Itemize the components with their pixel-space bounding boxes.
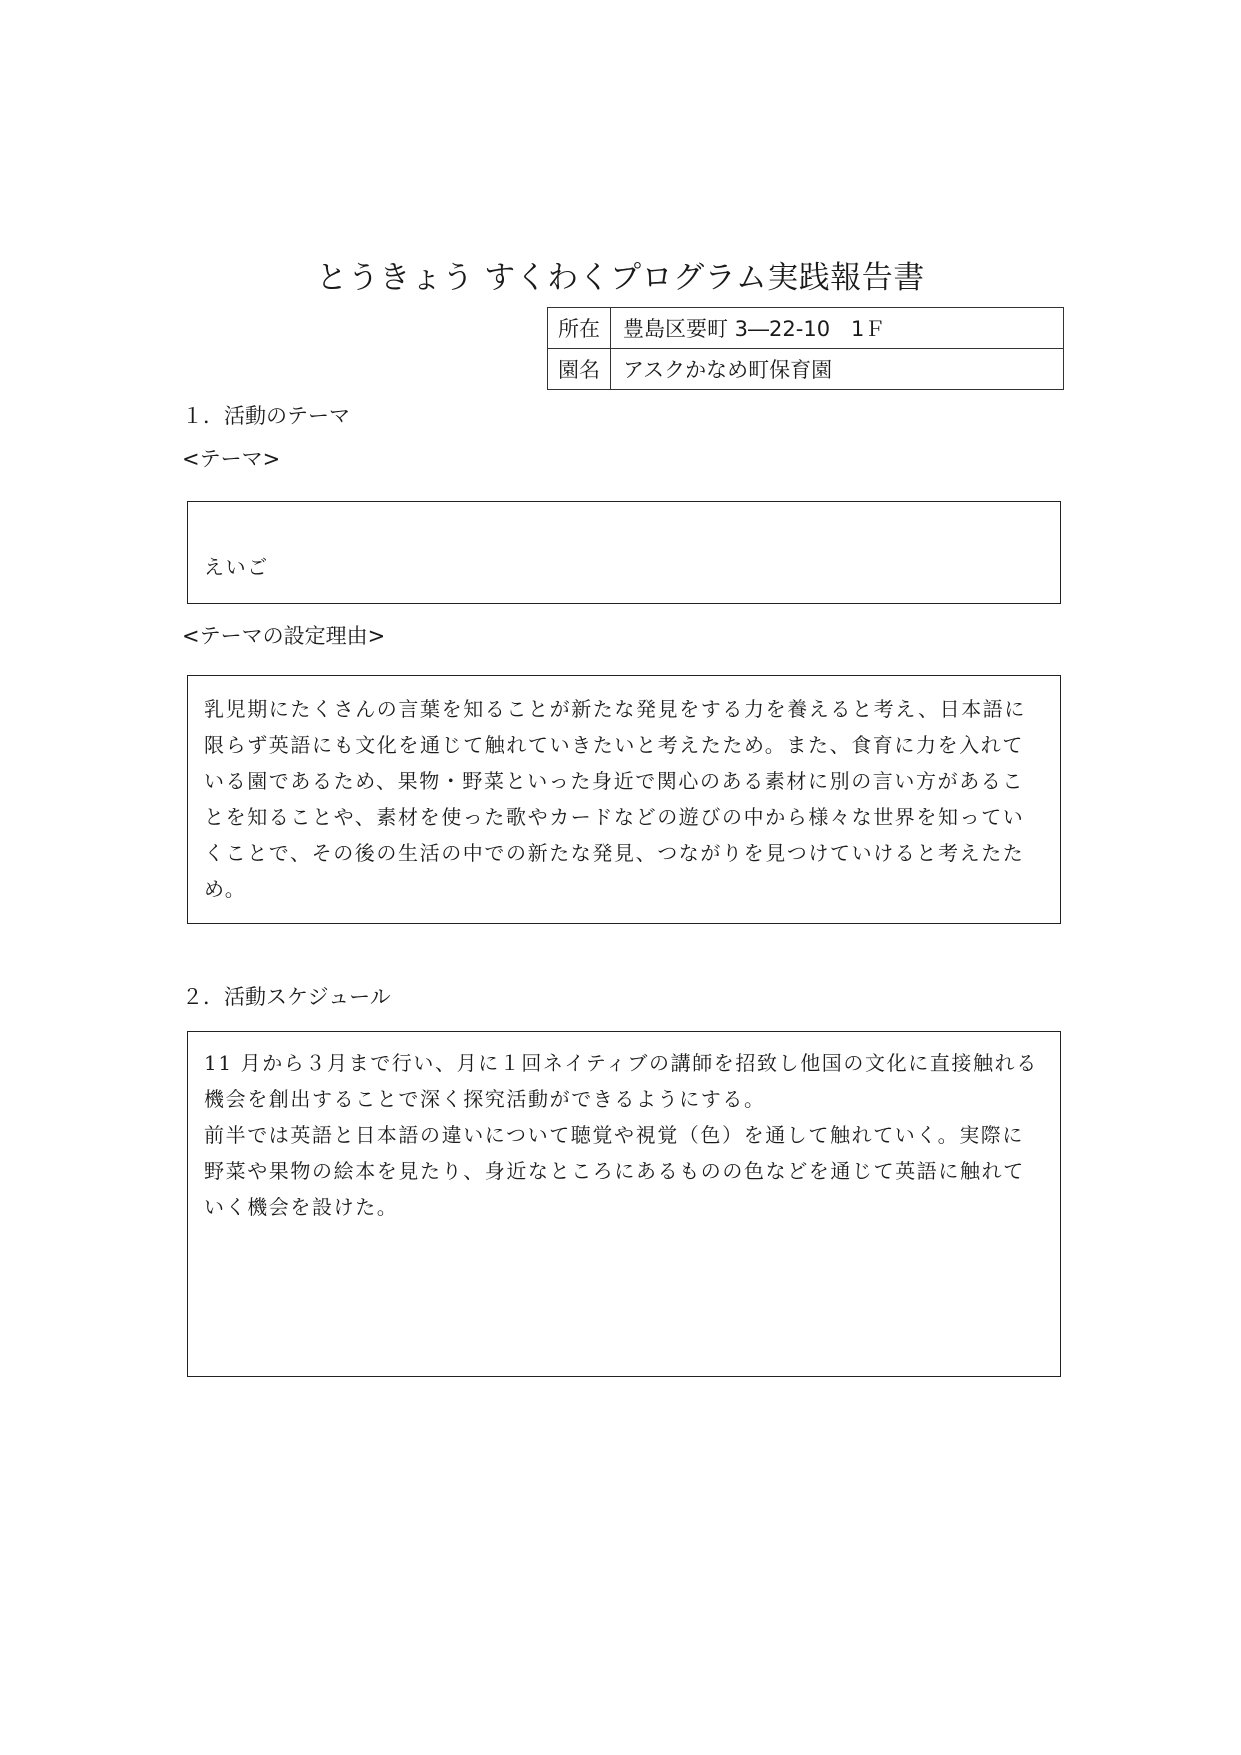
info-key-location: 所在 xyxy=(548,308,611,349)
theme-box xyxy=(187,501,1061,604)
schedule-line: 機会を創出することで深く探究活動ができるようにする。 xyxy=(204,1087,766,1111)
reason-label: <テーマの設定理由> xyxy=(182,624,386,648)
schedule-box xyxy=(187,1031,1061,1377)
page-title: とうきょう すくわくプログラム実践報告書 xyxy=(316,260,925,296)
schedule-line: いく機会を設けた。 xyxy=(204,1195,399,1219)
reason-line: め。 xyxy=(204,877,247,901)
info-key-school: 園名 xyxy=(548,349,611,390)
info-value-location: 豊島区要町 3―22-10 1Ｆ xyxy=(611,308,1064,349)
info-table xyxy=(547,307,1064,390)
schedule-line: 野菜や果物の絵本を見たり、身近なところにあるものの色などを通じて英語に触れて xyxy=(204,1159,1025,1183)
reason-line: 限らず英語にも文化を通じて触れていきたいと考えたため。また、食育に力を入れて xyxy=(204,733,1024,757)
reason-line: とを知ることや、素材を使った歌やカードなどの遊びの中から様々な世界を知ってい xyxy=(204,805,1025,829)
info-value-school: アスクかなめ町保育園 xyxy=(611,349,1064,390)
schedule-line: 11 月から３月まで行い、月に１回ネイティブの講師を招致し他国の文化に直接触れる xyxy=(204,1051,1038,1075)
reason-line: いる園であるため、果物・野菜といった身近で関心のある素材に別の言い方があるこ xyxy=(204,769,1024,793)
reason-line: 乳児期にたくさんの言葉を知ることが新たな発見をする力を養えると考え、日本語に xyxy=(204,697,1026,721)
table-row xyxy=(548,308,1064,349)
section1-heading: １．活動のテーマ xyxy=(182,404,350,428)
table-row xyxy=(548,349,1064,390)
theme-label: <テーマ> xyxy=(182,447,281,471)
section2-heading: ２．活動スケジュール xyxy=(182,985,391,1009)
theme-text: えいご xyxy=(204,555,269,579)
reason-line: くことで、その後の生活の中での新たな発見、つながりを見つけていけると考えたた xyxy=(204,841,1025,865)
schedule-line: 前半では英語と日本語の違いについて聴覚や視覚（色）を通して触れていく。実際に xyxy=(204,1123,1024,1147)
reason-box xyxy=(187,675,1061,924)
